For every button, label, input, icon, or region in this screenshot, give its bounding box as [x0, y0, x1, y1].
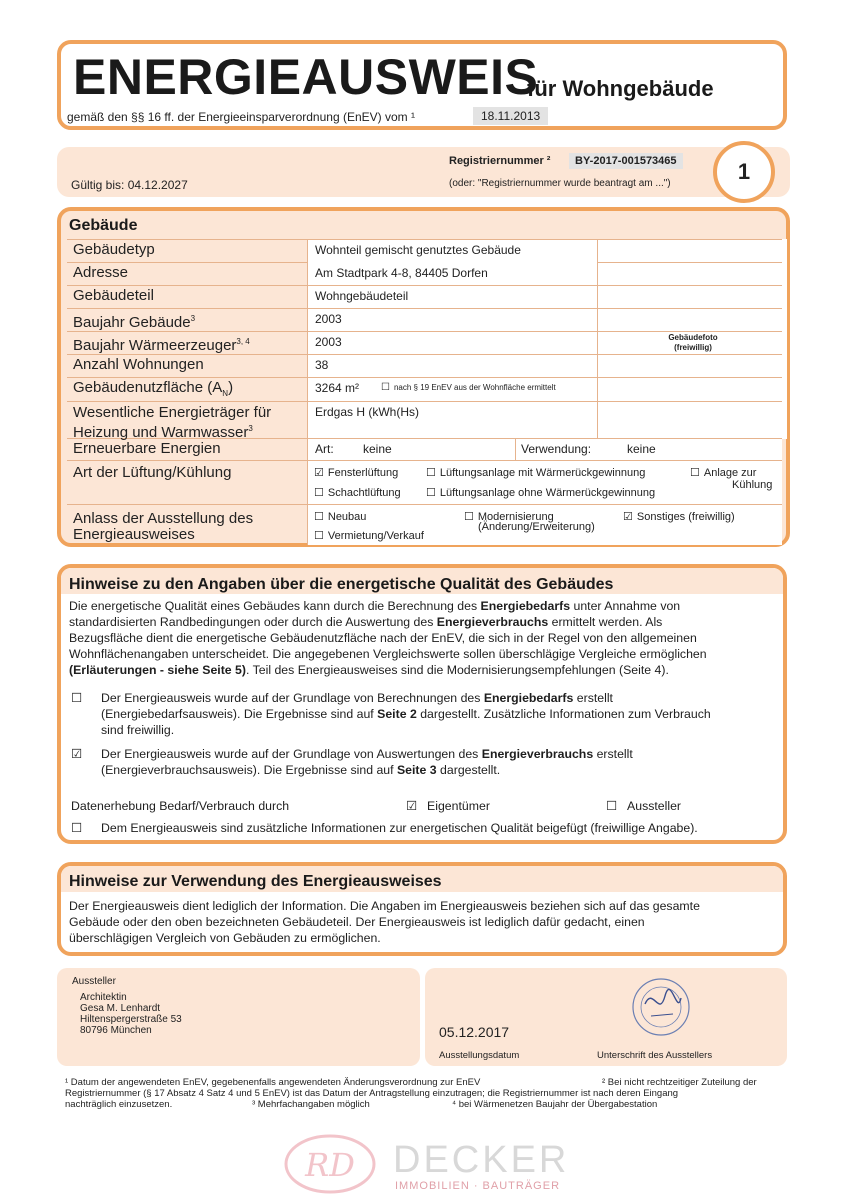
reason-mod-checkbox[interactable]: ☐ — [464, 511, 474, 523]
reason-other-label: Sonstiges (freiwillig) — [636, 511, 735, 523]
vent-no-recovery-checkbox[interactable]: ☐ — [426, 487, 436, 499]
signature-label: Unterschrift des Ausstellers — [597, 1050, 713, 1061]
building-section — [57, 207, 790, 547]
row-address — [67, 263, 782, 286]
intro-line-2 — [69, 614, 781, 630]
vent-window-option[interactable] — [314, 466, 398, 479]
issue-date-label: Ausstellungsdatum — [439, 1050, 520, 1061]
renewable-use-value: keine — [627, 442, 656, 456]
option-demand-line-2-a: (Energiebedarfsausweis). Die Ergebnisse sind auf — [101, 707, 378, 721]
footnote-4: ⁴ bei Wärmenetzen Baujahr der Übergabestation — [452, 1099, 658, 1110]
registration-number-value: BY-2017-001573465 — [569, 153, 683, 169]
row-reason — [67, 505, 782, 545]
option-consumption-line-1-a: Der Energieausweis wurde auf der Grundlage von Auswertungen des — [101, 747, 482, 761]
renewable-art-value: keine — [363, 442, 392, 456]
value-construction-year: 2003 — [308, 309, 597, 331]
intro-line-1-a: Die energetische Qualität eines Gebäudes kann durch die Berechnung des — [69, 599, 481, 613]
area-note-checkbox[interactable]: ☐ — [381, 382, 390, 393]
issuer-line-4: 80796 München — [80, 1025, 152, 1036]
intro-line-1 — [69, 598, 781, 614]
value-heater-year: 2003 — [308, 332, 597, 354]
value-energy-carrier: Erdgas H (kWh(Hs) — [308, 402, 597, 438]
vent-shaft-label: Schachtlüftung — [327, 487, 401, 499]
reason-new-option[interactable] — [314, 510, 366, 523]
intro-line-2-a: standardisierten Randbedingungen oder durch die Auswertung des — [69, 615, 437, 629]
row-units — [67, 355, 782, 378]
intro-line-2-c: ermittelt werden. Als — [548, 615, 663, 629]
label-units: Anzahl Wohnungen — [73, 356, 204, 373]
intro-line-5 — [69, 662, 781, 678]
label-heater-year-sup: 3, 4 — [236, 337, 250, 346]
vent-recovery-option[interactable] — [426, 466, 645, 479]
reason-rent-label: Vermietung/Verkauf — [327, 530, 424, 542]
row-building-type — [67, 239, 782, 263]
hints-usage-line-1: Der Energieausweis dient lediglich der Information. Die Angaben im Energieausweis beziehen sich auf das gesamte — [69, 899, 700, 913]
option-demand-line-1-b: Energiebedarfs — [483, 691, 574, 705]
value-units: 38 — [308, 355, 597, 377]
issuer-line-1: Architektin — [80, 992, 127, 1003]
valid-until: Gültig bis: 04.12.2027 — [71, 178, 188, 192]
option-demand-line-2 — [101, 706, 781, 722]
issuer-label: Aussteller — [72, 976, 116, 987]
option-consumption-text — [101, 746, 781, 778]
row-heater-year — [67, 332, 782, 355]
reason-options — [308, 505, 782, 545]
reason-rent-checkbox[interactable]: ☐ — [314, 530, 324, 542]
option-consumption-line-2-a: (Energieverbrauchsausweis). Die Ergebnisse sind auf — [101, 763, 397, 777]
document-subtitle: für Wohngebäude — [527, 76, 714, 101]
data-owner-checkbox[interactable]: ☑ — [406, 799, 418, 813]
label-reason-line-2: Energieausweises — [73, 526, 195, 543]
label-usable-area-end: ) — [228, 379, 234, 396]
label-building-type: Gebäudetyp — [73, 241, 155, 258]
title-box — [57, 40, 787, 130]
hints-usage-title: Hinweise zur Verwendung des Energieausweises — [69, 873, 442, 890]
intro-line-4: Wohnflächenangaben unterscheidet. Die angegebenen Vergleichswerte sollen überschlägige Vergleiche ermöglichen — [69, 647, 707, 661]
hints-quality-section — [57, 564, 787, 844]
ventilation-options — [308, 461, 782, 504]
label-energy-carrier-sup: 3 — [248, 424, 253, 433]
data-collection-label: Datenerhebung Bedarf/Verbrauch durch — [71, 799, 290, 813]
row-ventilation — [67, 461, 782, 505]
label-construction-year — [73, 311, 195, 331]
issuer-box — [57, 968, 420, 1066]
reason-new-checkbox[interactable]: ☐ — [314, 511, 324, 523]
issuer-address — [80, 992, 182, 1036]
registration-strip — [57, 147, 790, 197]
label-construction-year-sup: 3 — [190, 314, 196, 323]
label-usable-area-sub: N — [222, 389, 229, 398]
intro-line-1-b: Energiebedarfs — [480, 599, 571, 613]
row-construction-year — [67, 309, 782, 332]
decker-logo-text: RD — [305, 1146, 355, 1184]
hints-quality-intro — [69, 598, 781, 678]
reason-other-checkbox[interactable]: ☑ — [623, 511, 633, 523]
registration-number-label: Registriernummer ² — [449, 155, 551, 167]
extra-info-checkbox[interactable]: ☐ — [71, 821, 83, 835]
vent-cooling-checkbox[interactable]: ☐ — [690, 467, 700, 479]
data-issuer-label: Aussteller — [627, 799, 682, 813]
vent-shaft-option[interactable] — [314, 486, 401, 499]
data-owner-label: Eigentümer — [427, 799, 490, 813]
option-consumption-line-1-c: erstellt — [593, 747, 633, 761]
footnote-1-line-2: Registriernummer (§ 17 Absatz 4 Satz 4 und 5 EnEV) ist das Datum der Antragstellung einzutragen; die Registriernummer ist nach deren Eingang — [65, 1088, 679, 1099]
option-demand-line-3: sind freiwillig. — [101, 723, 175, 737]
hints-usage-text — [69, 898, 781, 946]
reason-other-option[interactable] — [623, 510, 735, 523]
option-demand-line-2-b: Seite 2 — [377, 707, 417, 721]
official-stamp-icon — [625, 976, 697, 1038]
label-usable-area — [73, 380, 233, 402]
hints-usage-line-3: überschlägigen Vergleich von Gebäuden zu ermöglichen. — [69, 931, 381, 945]
label-building-part: Gebäudeteil — [73, 287, 154, 304]
label-usable-area-text: Gebäudenutzfläche (A — [73, 379, 223, 396]
photo-label-line-1: Gebäudefoto — [668, 333, 718, 342]
reason-mod-label-2: (Änderung/Erweiterung) — [478, 521, 595, 533]
label-energy-carrier-line-2-text: Heizung und Warmwasser — [73, 424, 249, 441]
value-renewable-cell — [308, 439, 782, 460]
intro-line-5-b: . Teil des Energieausweises sind die Modernisierungsempfehlungen (Seite 4). — [245, 663, 669, 677]
law-reference: gemäß den §§ 16 ff. der Energieeinsparverordnung (EnEV) vom ¹ — [67, 110, 415, 124]
label-energy-carrier-line-2 — [73, 421, 271, 441]
option-consumption-line-2 — [101, 762, 781, 778]
data-owner-option[interactable] — [406, 798, 490, 814]
label-reason — [73, 511, 253, 543]
label-renewable: Erneuerbare Energien — [73, 440, 221, 457]
footnote-3: ³ Mehrfachangaben möglich — [252, 1099, 370, 1110]
hints-quality-title: Hinweise zu den Angaben über die energetische Qualität des Gebäudes — [69, 576, 614, 593]
vent-shaft-checkbox[interactable]: ☐ — [314, 487, 324, 499]
building-section-title: Gebäude — [69, 217, 138, 234]
value-usable-area-cell — [308, 378, 597, 401]
label-energy-carrier — [73, 405, 271, 441]
option-demand-line-1-a: Der Energieausweis wurde auf der Grundlage von Berechnungen des — [101, 691, 484, 705]
document-title: ENERGIEAUSWEIS — [73, 49, 539, 105]
row-energy-carrier — [67, 402, 782, 439]
option-demand-text — [101, 690, 781, 738]
data-issuer-checkbox[interactable]: ☐ — [606, 799, 618, 813]
row-usable-area — [67, 378, 782, 402]
vent-window-checkbox[interactable]: ☑ — [314, 467, 324, 479]
vent-no-recovery-option[interactable] — [426, 486, 655, 499]
option-demand-line-1 — [101, 690, 781, 706]
signature-box — [425, 968, 787, 1066]
row-renewable — [67, 439, 782, 461]
watermark-word: DECKER — [393, 1139, 570, 1181]
label-address: Adresse — [73, 264, 129, 281]
option-consumption-line-2-b: Seite 3 — [396, 763, 437, 777]
footnote-2: ² Bei nicht rechtzeitiger Zuteilung der — [602, 1077, 757, 1088]
vent-recovery-checkbox[interactable]: ☐ — [426, 467, 436, 479]
option-consumption-line-1-b: Energieverbrauchs — [481, 747, 594, 761]
label-ventilation: Art der Lüftung/Kühlung — [73, 464, 232, 481]
intro-line-2-b: Energieverbrauchs — [436, 615, 549, 629]
intro-line-1-c: unter Annahme von — [570, 599, 681, 613]
option-consumption-checkbox[interactable]: ☑ — [71, 747, 83, 761]
registration-note: (oder: "Registriernummer wurde beantragt am ...") — [449, 178, 671, 189]
option-consumption-line-1 — [101, 746, 781, 762]
reason-new-label: Neubau — [327, 511, 367, 523]
value-usable-area: 3264 m² — [315, 381, 360, 395]
footnote-1-line-1: ¹ Datum der angewendeten EnEV, gegebenenfalls angewendeten Änderungsverordnung zur EnEV — [65, 1077, 481, 1088]
page-number-badge: 1 — [713, 141, 775, 203]
issuer-line-2: Gesa M. Lenhardt — [80, 1003, 161, 1014]
hints-usage-line-2: Gebäude oder den oben bezeichneten Gebäudeteil. Der Energieausweis ist lediglich dafür gedacht, einen — [69, 915, 645, 929]
intro-line-3: Bezugsfläche dient die energetische Gebäudenutzfläche nach der EnEV, die sich in der Regel von den allgemeinen — [69, 631, 697, 645]
option-consumption-line-2-c: dargestellt. — [436, 763, 501, 777]
value-building-part: Wohngebäudeteil — [308, 286, 597, 308]
hints-usage-section — [57, 862, 787, 956]
vent-cooling-label-1: Anlage zur — [703, 467, 757, 479]
renewable-use-label: Verwendung: — [521, 442, 592, 456]
label-heater-year — [73, 334, 250, 354]
issuer-line-3: Hiltenspergerstraße 53 — [80, 1014, 182, 1025]
vent-no-recovery-label: Lüftungsanlage ohne Wärmerückgewinnung — [439, 487, 656, 499]
data-issuer-option[interactable] — [606, 798, 681, 814]
vent-cooling-label-2: Kühlung — [732, 479, 773, 491]
value-building-type: Wohnteil gemischt genutztes Gebäude — [308, 240, 597, 263]
label-energy-carrier-line-1: Wesentliche Energieträger für — [73, 404, 272, 421]
extra-info-text: Dem Energieausweis sind zusätzliche Informationen zur energetischen Qualität beigefügt (freiwillige Angabe). — [101, 821, 698, 835]
label-construction-year-text: Baujahr Gebäude — [73, 314, 191, 331]
reason-rent-option[interactable] — [314, 529, 424, 542]
option-demand-checkbox[interactable]: ☐ — [71, 691, 83, 705]
vent-cooling-option[interactable] — [690, 466, 756, 479]
renewable-art-label: Art: — [315, 442, 334, 456]
vent-window-label: Fensterlüftung — [327, 467, 399, 479]
label-heater-year-text: Baujahr Wärmeerzeuger — [73, 337, 237, 354]
area-note-text: nach § 19 EnEV aus der Wohnfläche ermittelt — [393, 383, 556, 392]
option-demand-line-1-c: erstellt — [573, 691, 613, 705]
option-demand-line-2-c: dargestellt. Zusätzliche Informationen zum Verbrauch — [416, 707, 711, 721]
value-address: Am Stadtpark 4-8, 84405 Dorfen — [308, 263, 597, 285]
vent-recovery-label: Lüftungsanlage mit Wärmerückgewinnung — [439, 467, 646, 479]
watermark-subtitle: IMMOBILIEN · BAUTRÄGER — [395, 1180, 561, 1192]
law-date: 18.11.2013 — [473, 107, 548, 125]
reason-mod-label-1: Modernisierung — [477, 511, 554, 523]
row-building-part — [67, 286, 782, 309]
label-reason-line-1: Anlass der Ausstellung des — [73, 510, 254, 527]
intro-line-5-a: (Erläuterungen - siehe Seite 5) — [69, 663, 246, 677]
photo-label-line-2: (freiwillig) — [674, 343, 712, 352]
area-note — [381, 382, 556, 393]
footnote-1-line-3: nachträglich einzusetzen. — [65, 1099, 173, 1110]
issue-date: 05.12.2017 — [439, 1024, 510, 1040]
